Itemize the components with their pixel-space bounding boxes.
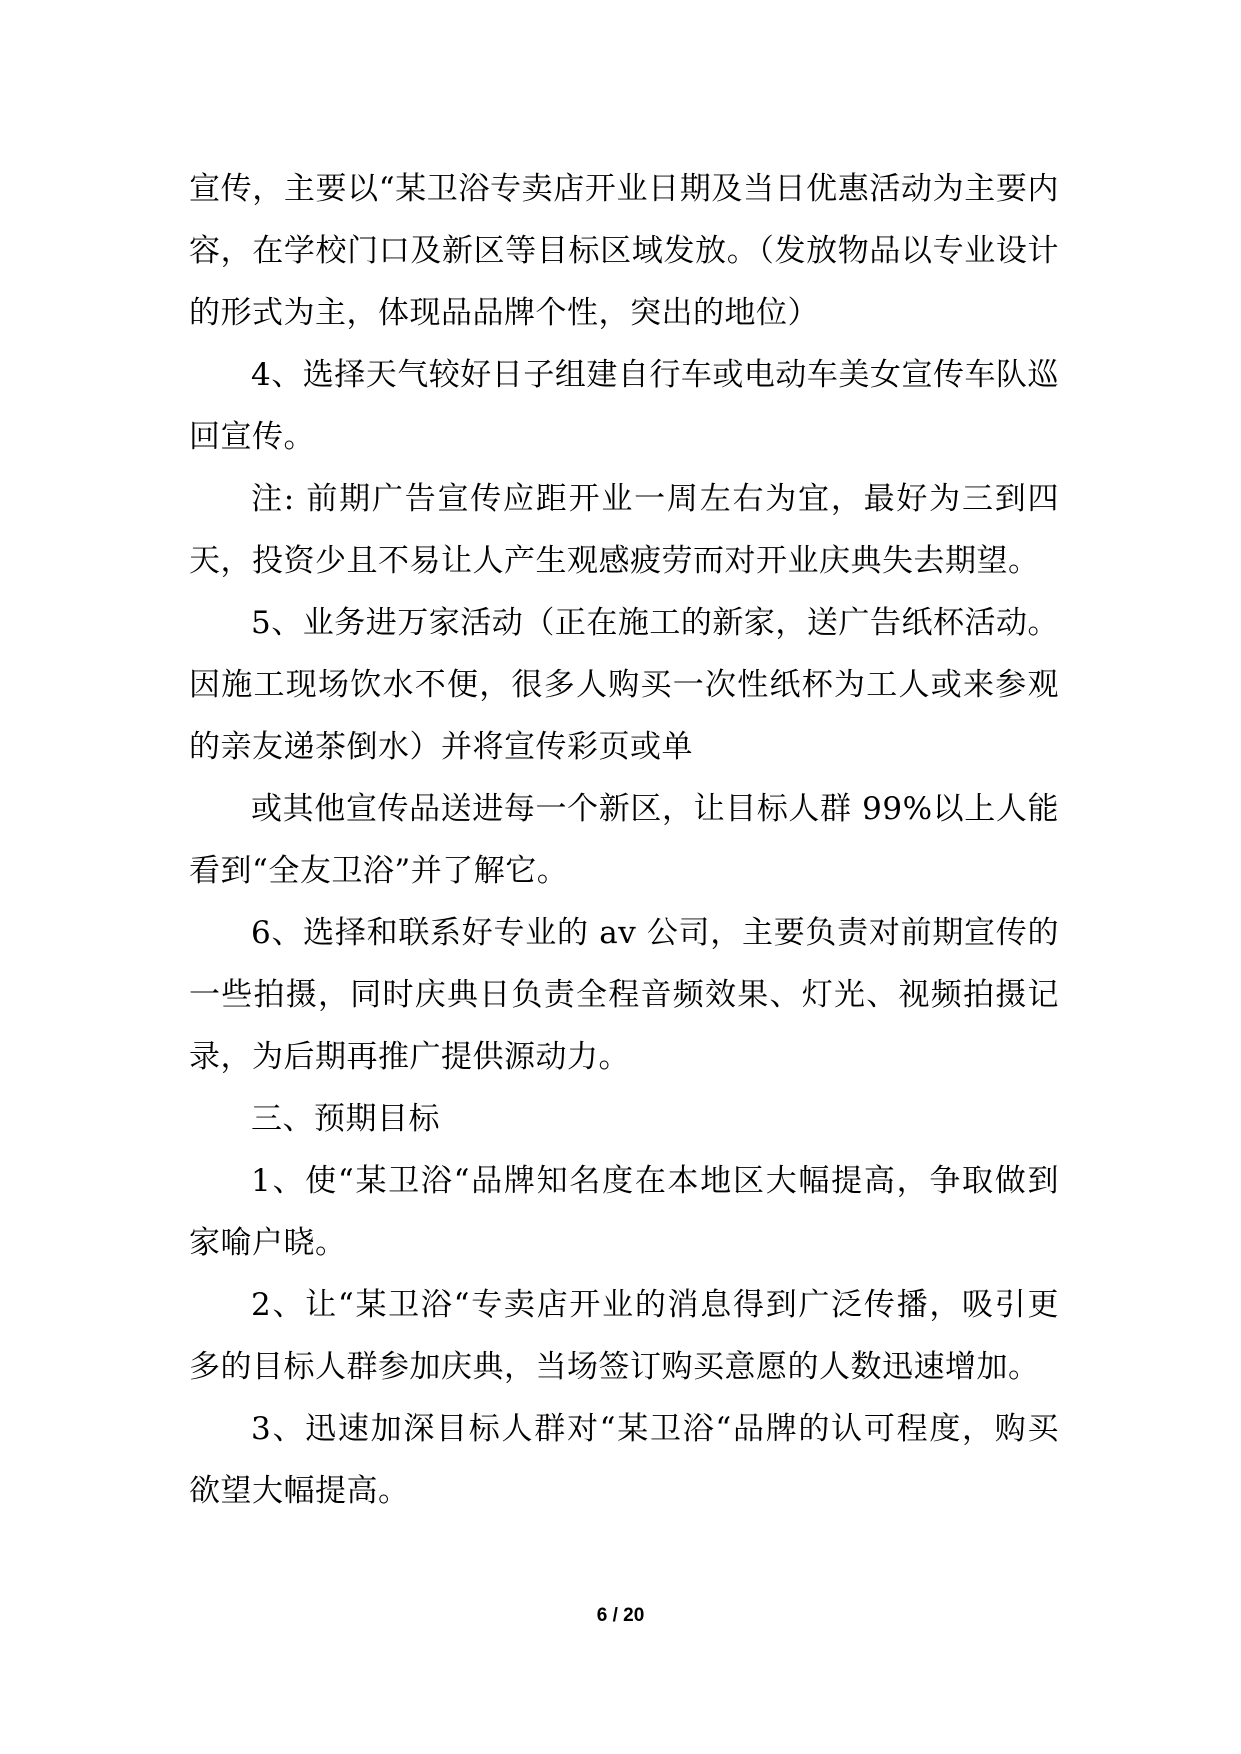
paragraph-community-coverage: 或其他宣传品送进每一个新区，让目标人群 99%以上人能看到“全友卫浴”并了解它。: [189, 791, 1059, 889]
paragraph-av-company: 6、选择和联系好专业的 av 公司，主要负责对前期宣传的一些拍摄，同时庆典日负责全程音频效果、灯光、视频拍摄记录，为后期再推广提供源动力。: [189, 915, 1059, 1075]
paragraph-goal-brand-recognition: 3、迅速加深目标人群对“某卫浴“品牌的认可程度，购买欲望大幅提高。: [189, 1411, 1059, 1509]
paragraph-door-to-door: 5、业务进万家活动（正在施工的新家，送广告纸杯活动。因施工现场饮水不便，很多人购买一次性纸杯为工人或来参观的亲友递茶倒水）并将宣传彩页或单: [189, 605, 1059, 765]
paragraph-bike-parade: 4、选择天气较好日子组建自行车或电动车美女宣传车队巡回宣传。: [189, 357, 1059, 455]
paragraph-flyer-promotion: 宣传，主要以“某卫浴专卖店开业日期及当日优惠活动为主要内容，在学校门口及新区等目标区域发放。（发放物品以专业设计的形式为主，体现品品牌个性，突出的地位）: [189, 171, 1059, 331]
paragraph-ad-timing-note: 注: 前期广告宣传应距开业一周左右为宜，最好为三到四天，投资少且不易让人产生观感疲劳而对开业庆典失去期望。: [189, 481, 1059, 579]
paragraph-goal-opening-news: 2、让“某卫浴“专卖店开业的消息得到广泛传播，吸引更多的目标人群参加庆典，当场签订购买意愿的人数迅速增加。: [189, 1287, 1059, 1385]
document-body: [189, 158, 1059, 1522]
section-heading-expected-goals: 三、预期目标: [251, 1101, 440, 1137]
page-number: 6 / 20: [596, 1605, 645, 1626]
paragraph-goal-brand-awareness: 1、使“某卫浴“品牌知名度在本地区大幅提高，争取做到家喻户晓。: [189, 1163, 1059, 1261]
